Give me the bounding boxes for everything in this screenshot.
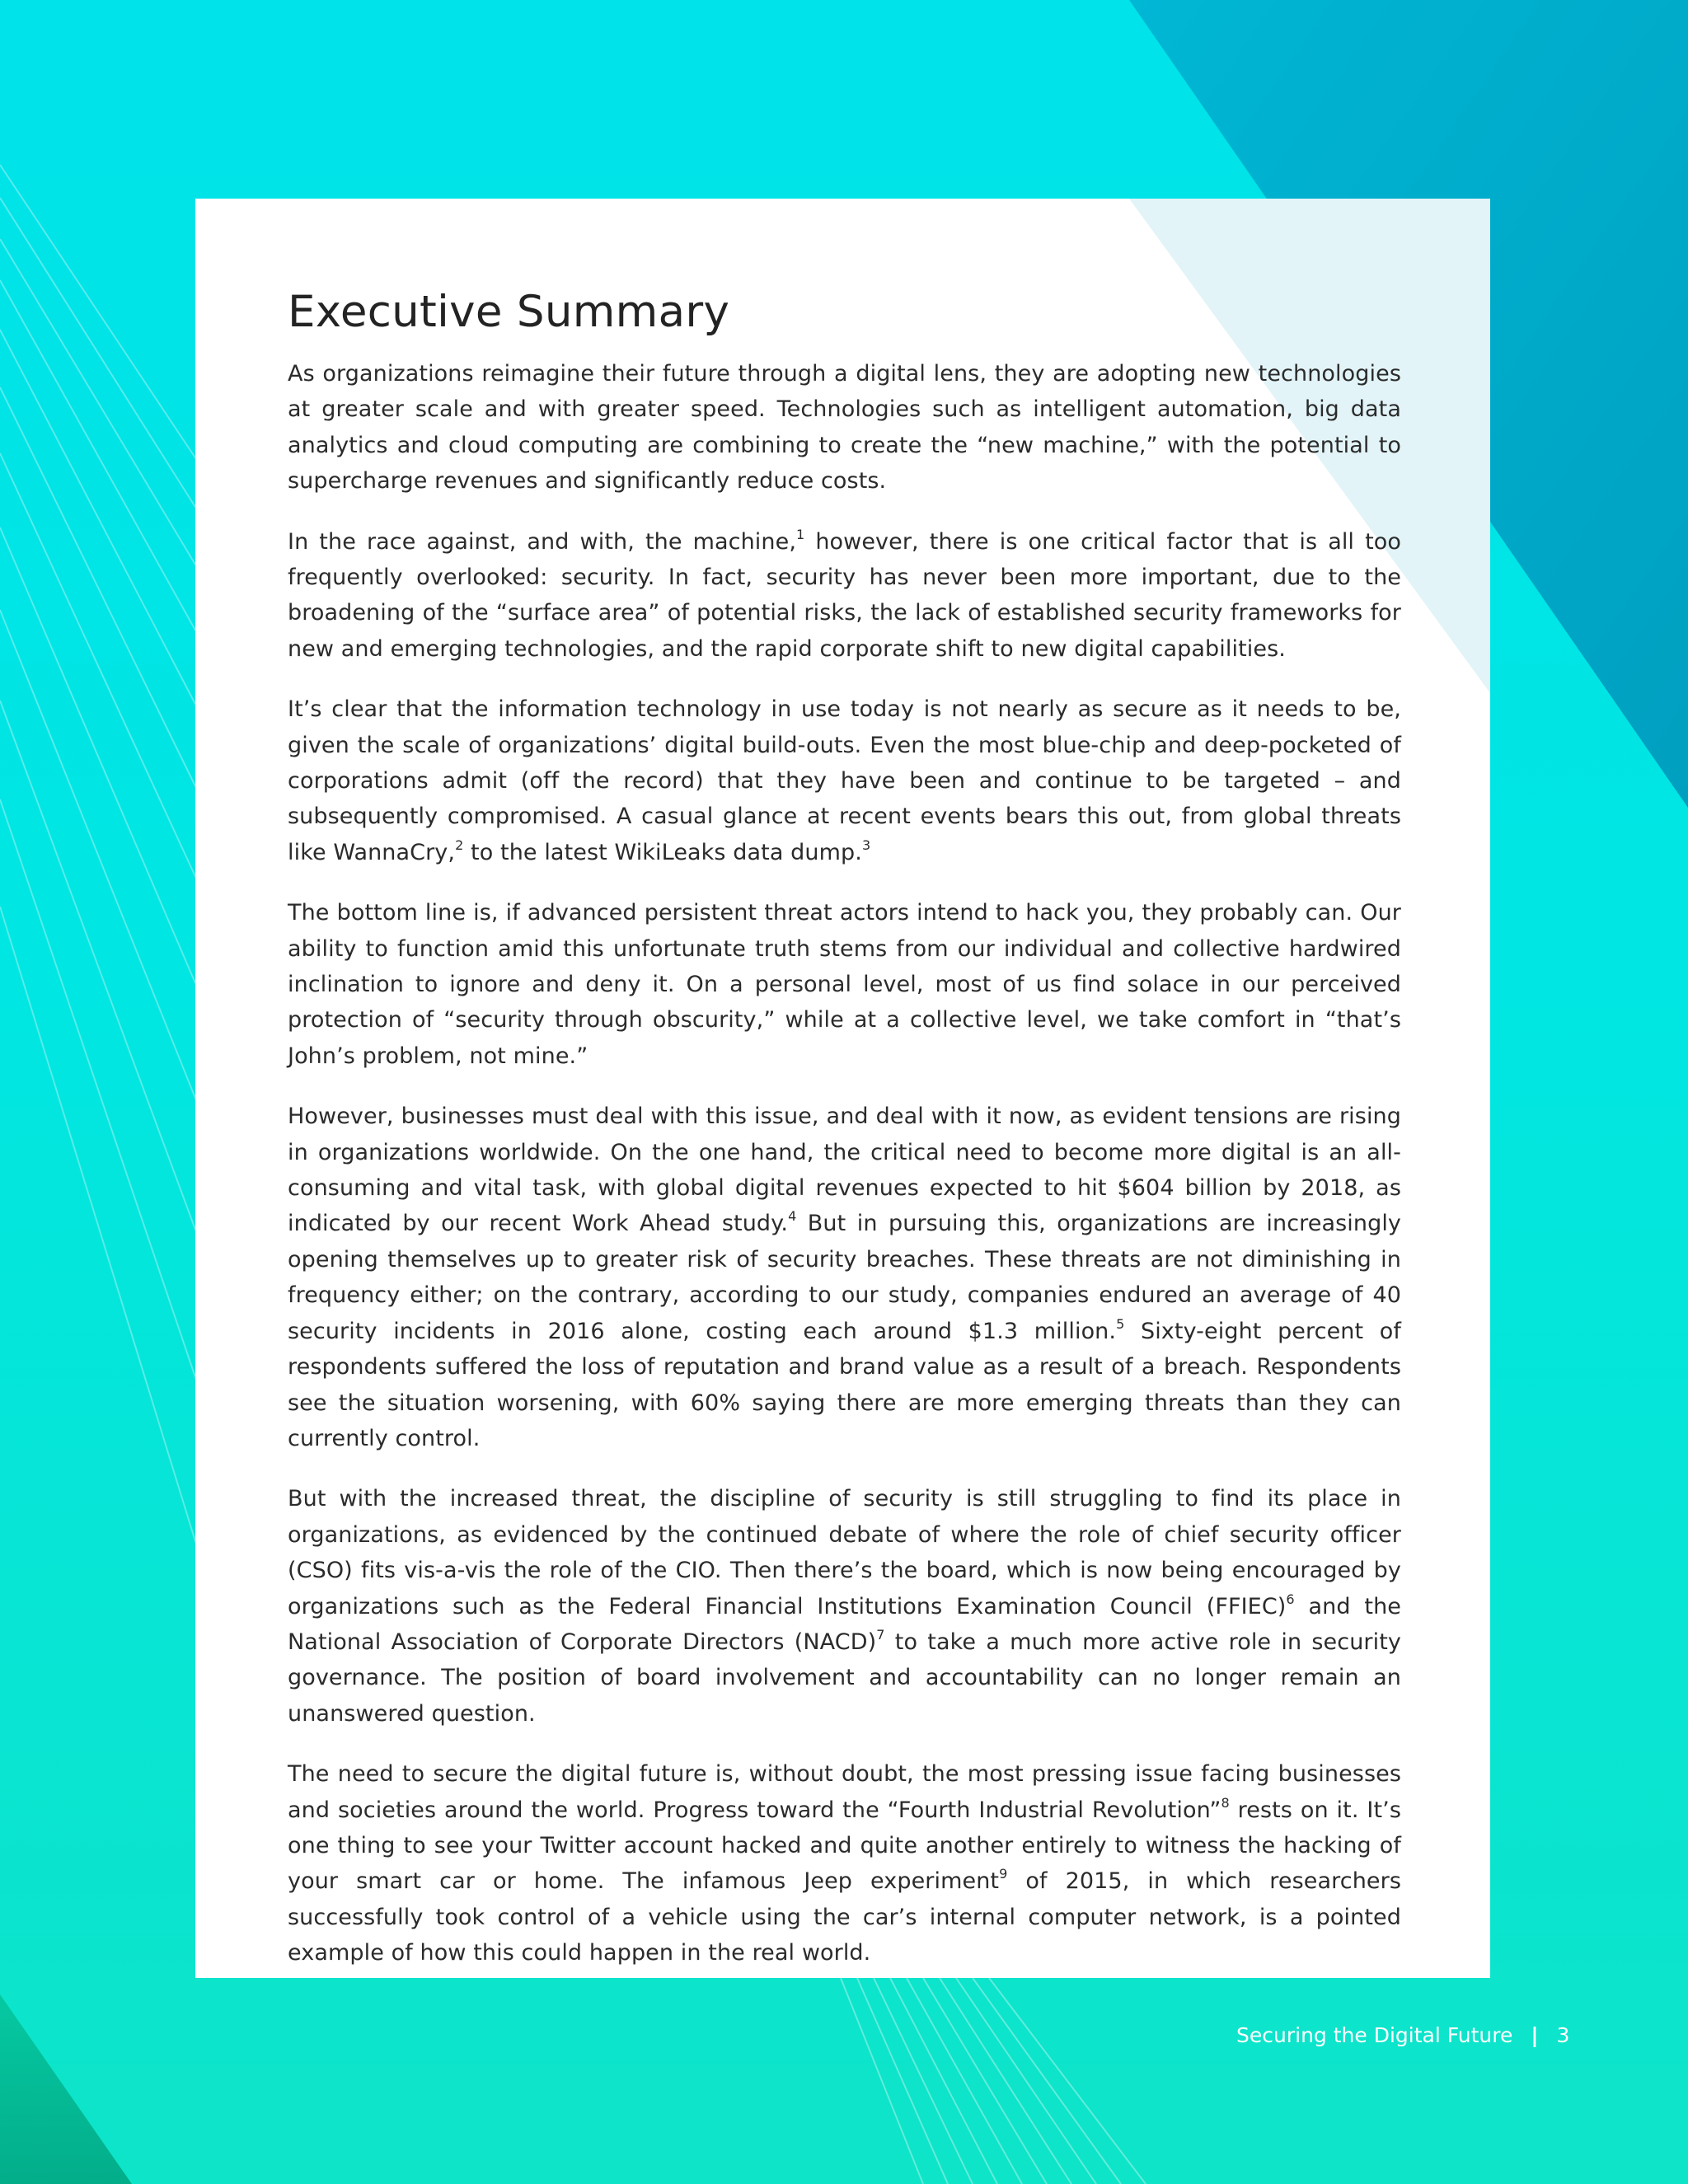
footer-doc-title: Securing the Digital Future: [1236, 2023, 1513, 2047]
footer-separator: |: [1531, 2023, 1539, 2047]
paragraph-text: Sixty-eight percent of respondents suffered the loss of reputation and brand value as a result of a breach. Respondents see the situation worsening, with 60% saying there are more emerging threats than they can currently control.: [288, 1318, 1401, 1451]
footnote-ref: 8: [1221, 1794, 1230, 1811]
footnote-ref: 4: [788, 1208, 797, 1225]
paragraph-text: The bottom line is, if advanced persistent threat actors intend to hack you, they probably can. Our ability to function amid this unfortunate truth stems from our individual and collective hardwired inclination to ignore and deny it. On a personal level, most of us find solace in our perceived protection of “security through obscurity,” while at a collective level, we take comfort in “that’s John’s problem, not mine.”: [288, 900, 1401, 1069]
paragraph-text: It’s clear that the information technology in use today is not nearly as secure as it needs to be, given the scale of organizations’ digital build-outs. Even the most blue-chip and deep-pocketed of corporations admit (off the record) that they have been and continue to be targeted – and subsequently compromised. A casual glance at recent events bears this out, from global threats like WannaCry,: [288, 696, 1401, 865]
paragraph-text: and the National Association of Corporate Directors (NACD): [288, 1593, 1401, 1655]
paragraph: [288, 1099, 1401, 1456]
footnote-ref: 2: [455, 837, 464, 853]
paragraph: [288, 524, 1401, 668]
paragraph: [288, 1481, 1401, 1732]
footnote-ref: 7: [876, 1626, 885, 1643]
footnote-ref: 9: [999, 1866, 1008, 1882]
paragraph-text: But in pursuing this, organizations are increasingly opening themselves up to greater risk of security breaches. These threats are not diminishing in frequency either; on the contrary, according to our study, companies endured an average of 40 security incidents in 2016 alone, costing each around $1.3 million.: [288, 1211, 1401, 1344]
line-fan-bottom: [841, 1978, 1146, 2184]
paragraph: [288, 356, 1401, 499]
line-fan-left: [0, 165, 198, 1549]
footnote-ref: 5: [1116, 1315, 1125, 1332]
paragraph-text: In the race against, and with, the machine,: [288, 528, 797, 555]
paragraph-text: However, businesses must deal with this issue, and deal with it now, as evident tensions are rising in organizations worldwide. On the one hand, the critical need to become more digital is an all-consuming and vital task, with global digital revenues expected to hit $604 billion by 2018, as indicated by our recent Work Ahead study.: [288, 1104, 1401, 1237]
paragraph-text: of 2015, in which researchers successfully took control of a vehicle using the car’s internal computer network, is a pointed example of how this could happen in the real world.: [288, 1868, 1401, 1966]
paragraph: [288, 1756, 1401, 1971]
footnote-ref: 3: [861, 837, 871, 853]
article-body: [288, 288, 1401, 1978]
paragraph-text: The need to secure the digital future is, without doubt, the most pressing issue facing businesses and societies around the world. Progress toward the “Fourth Industrial Revolution”: [288, 1761, 1401, 1823]
paragraph-text: rests on it. It’s one thing to see your Twitter account hacked and quite another entirely to witness the hacking of your smart car or home. The infamous Jeep experiment: [288, 1797, 1401, 1895]
paragraph-list: [288, 356, 1401, 1971]
paragraph-text: But with the increased threat, the discipline of security is still struggling to find its place in organizations, as evidenced by the continued debate of where the role of chief security officer (CSO) fits vis-a-vis the role of the CIO. Then there’s the board, which is now being encouraged by organizations such as the Federal Financial Institutions Examination Council (FFIEC): [288, 1486, 1401, 1619]
paragraph-text: to the latest WikiLeaks data dump.: [463, 839, 862, 865]
page-title: Executive Summary: [288, 287, 730, 337]
footnote-ref: 1: [796, 526, 805, 542]
paragraph: [288, 895, 1401, 1074]
page-number: 3: [1556, 2023, 1570, 2047]
paragraph-text: however, there is one critical factor that is all too frequently overlooked: security. In fact, security has never been more important, due to the broadening of the “surface area” of potential risks, the lack of established security frameworks for new and emerging technologies, and the rapid corporate shift to new digital capabilities.: [288, 528, 1401, 662]
content-card: [195, 199, 1490, 1978]
paragraph-text: As organizations reimagine their future through a digital lens, they are adopting new technologies at greater scale and with greater speed. Technologies such as intelligent automation, big data analytics and cloud computing are combining to create the “new machine,” with the potential to supercharge revenues and significantly reduce costs.: [288, 360, 1401, 494]
paragraph: [288, 691, 1401, 870]
footnote-ref: 6: [1286, 1591, 1295, 1607]
wedge-bottom-left: [0, 1994, 132, 2184]
page-footer: [1236, 2023, 1599, 2047]
paragraph-text: to take a much more active role in security governance. The position of board involvement and accountability can no longer remain an unanswered question.: [288, 1629, 1401, 1727]
